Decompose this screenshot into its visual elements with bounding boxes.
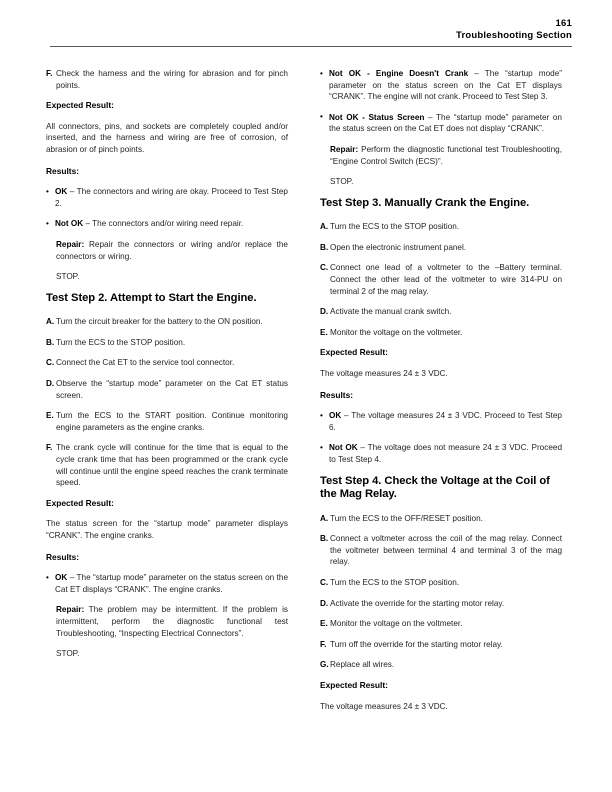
step3-expected-result-heading: Expected Result: xyxy=(320,347,388,358)
bullet-icon: • xyxy=(320,442,323,452)
step4-item-a-label: A. xyxy=(320,513,329,523)
step1-item-f-label: F. xyxy=(46,69,53,78)
step2-repair-label: Repair: xyxy=(56,605,85,615)
step2-result-ok-label: OK xyxy=(55,573,68,583)
header-divider-rule xyxy=(50,46,572,47)
expected-result-text: All connectors, pins, and sockets are completely coupled and/or inserted, and the harness and wiring are free of corrosion, of abrasion or of pinch points. xyxy=(46,121,288,154)
step3-expected-result-text: The voltage measures 24 ± 3 VDC. xyxy=(320,369,448,378)
step2-result-ok-text: – The “startup mode” parameter on the status screen on the Cat ET displays “CRANK”. The engine cranks. xyxy=(55,573,288,594)
step4-item-b-label: B. xyxy=(320,534,329,544)
page-number: 161 xyxy=(555,18,572,29)
step1-item-f-text: Check the harness and the wiring for abrasion and for pinch points. xyxy=(56,69,288,90)
notok-engine-crank-label: Not OK - Engine Doesn't Crank xyxy=(329,69,469,78)
step3-results-heading: Results: xyxy=(320,389,354,400)
step4-item-d-text: Activate the override for the starting motor relay. xyxy=(330,598,505,608)
step3-result-notok-bullet xyxy=(320,442,562,465)
step4-item-g xyxy=(320,659,562,671)
expected-result-heading: Expected Result: xyxy=(46,100,114,111)
step2-item-c xyxy=(46,357,288,369)
right-column xyxy=(320,68,562,722)
step3-item-c-label: C. xyxy=(320,263,329,273)
bullet-icon: • xyxy=(320,410,323,420)
step3-item-e-text: Monitor the voltage on the voltmeter. xyxy=(330,327,463,337)
step4-item-c-text: Turn the ECS to the STOP position. xyxy=(330,577,460,587)
result-ok-bullet xyxy=(46,186,288,209)
step2-item-a-label: A. xyxy=(46,317,55,327)
notok-repair-label: Repair: xyxy=(330,144,359,154)
step4-expected-result-text: The voltage measures 24 ± 3 VDC. xyxy=(320,701,448,711)
notok-status-screen-bullet xyxy=(320,112,562,135)
step2-item-f-label: F. xyxy=(46,443,53,453)
step2-item-e-label: E. xyxy=(46,411,54,421)
step2-item-b xyxy=(46,337,288,349)
step2-item-b-label: B. xyxy=(46,337,55,347)
step4-item-c-label: C. xyxy=(320,577,329,587)
step1-item-f xyxy=(46,68,288,91)
step4-item-f xyxy=(320,639,562,651)
notok-stop-text: STOP. xyxy=(330,177,354,187)
stop-text: STOP. xyxy=(56,272,80,282)
step3-item-b xyxy=(320,242,562,254)
step2-item-f-text: The crank cycle will continue for the time that is equal to the cycle crank time that has been programmed or the crank cycle will continue until the engine speed reaches the crank terminate speed. xyxy=(56,443,288,488)
test-step-2-title: Test Step 2. Attempt to Start the Engine. xyxy=(46,291,257,304)
step4-item-d xyxy=(320,598,562,610)
step2-item-a-text: Turn the circuit breaker for the battery to the ON position. xyxy=(56,317,263,327)
step2-item-d-label: D. xyxy=(46,379,55,388)
step2-item-c-label: C. xyxy=(46,358,55,368)
step2-expected-result-heading: Expected Result: xyxy=(46,497,114,508)
step3-result-ok-bullet xyxy=(320,410,562,433)
left-column xyxy=(46,68,288,669)
section-title: Troubleshooting Section xyxy=(456,30,572,41)
step3-result-notok-text: – The voltage does not measure 24 ± 3 VDC. Proceed to Test Step 4. xyxy=(329,443,562,464)
step3-item-e xyxy=(320,327,562,339)
step4-expected-result-heading: Expected Result: xyxy=(320,679,388,690)
step4-item-f-label: F. xyxy=(320,639,327,649)
notok-repair-paragraph xyxy=(320,144,562,167)
repair-label: Repair: xyxy=(56,239,85,249)
step3-result-ok-label: OK xyxy=(329,411,342,421)
step2-expected-result-text: The status screen for the “startup mode” parameter displays “CRANK”. The engine cranks. xyxy=(46,519,288,540)
step2-result-ok-bullet xyxy=(46,572,288,595)
step4-item-e xyxy=(320,618,562,630)
notok-engine-crank-bullet xyxy=(320,68,562,103)
results-heading: Results: xyxy=(46,165,80,176)
step3-item-a xyxy=(320,221,562,233)
result-ok-label: OK xyxy=(55,187,68,197)
step4-item-e-label: E. xyxy=(320,619,328,629)
step4-item-g-label: G. xyxy=(320,660,329,670)
step2-item-e xyxy=(46,410,288,433)
bullet-icon: • xyxy=(46,186,49,196)
step3-item-b-text: Open the electronic instrument panel. xyxy=(330,242,467,252)
step3-item-b-label: B. xyxy=(320,242,329,252)
step2-repair-paragraph xyxy=(46,604,288,639)
step3-item-c-text: Connect one lead of a voltmeter to the –Battery terminal. Connect the other lead of the voltmeter to wire 314-PU on terminal 2 of the mag relay. xyxy=(330,263,562,296)
result-ok-text: – The connectors and wiring are okay. Proceed to Test Step 2. xyxy=(55,187,288,208)
test-step-4-title: Test Step 4. Check the Voltage at the Coil of the Mag Relay. xyxy=(320,474,550,501)
notok-engine-crank-text: – The “startup mode” parameter on the status screen on the Cat ET displays “CRANK”. The engine will not crank. Proceed to Test Step 3. xyxy=(329,69,563,102)
step4-item-a-text: Turn the ECS to the OFF/RESET position. xyxy=(330,513,483,523)
bullet-icon: • xyxy=(46,218,49,228)
notok-repair-text: Perform the diagnostic functional test Troubleshooting, “Engine Control Switch (ECS)”. xyxy=(330,144,562,166)
step4-item-a xyxy=(320,513,562,525)
step2-results-heading: Results: xyxy=(46,551,80,562)
test-step-3-title: Test Step 3. Manually Crank the Engine. xyxy=(320,196,530,209)
bullet-icon: • xyxy=(46,572,49,582)
step2-item-e-text: Turn the ECS to the START position. Continue monitoring engine parameters as the engine cranks. xyxy=(56,411,288,432)
step2-item-b-text: Turn the ECS to the STOP position. xyxy=(56,337,186,347)
step3-item-a-label: A. xyxy=(320,222,329,232)
result-notok-text: – The connectors and/or wiring need repair. xyxy=(83,219,244,229)
page-header xyxy=(50,18,572,42)
step2-repair-text: The problem may be intermittent. If the problem is intermittent, perform the diagnostic functional test Troubleshooting, “Inspecting Electrical Connectors”. xyxy=(56,605,288,638)
step3-item-d-text: Activate the manual crank switch. xyxy=(330,307,452,317)
repair-paragraph xyxy=(46,239,288,262)
notok-status-screen-text: – The “startup mode” parameter on the status screen on the Cat ET does not display “CRANK”. xyxy=(329,112,562,134)
step3-item-d xyxy=(320,306,562,318)
result-notok-label: Not OK xyxy=(55,219,84,229)
step3-item-d-label: D. xyxy=(320,307,329,317)
bullet-icon: • xyxy=(320,68,323,78)
step3-item-c xyxy=(320,262,562,297)
step4-item-f-text: Turn off the override for the starting motor relay. xyxy=(330,639,503,649)
step2-item-f xyxy=(46,442,288,488)
step2-item-d xyxy=(46,378,288,401)
step3-item-a-text: Turn the ECS to the STOP position. xyxy=(330,222,460,232)
step4-item-c xyxy=(320,577,562,589)
step4-item-g-text: Replace all wires. xyxy=(330,660,395,670)
step4-item-e-text: Monitor the voltage on the voltmeter. xyxy=(330,619,463,629)
step3-result-notok-label: Not OK xyxy=(329,443,358,453)
step4-item-b xyxy=(320,533,562,568)
repair-text: Repair the connectors or wiring and/or replace the connectors or wiring. xyxy=(56,239,288,261)
step4-item-d-label: D. xyxy=(320,598,329,608)
step2-item-d-text: Observe the “startup mode” parameter on the Cat ET status screen. xyxy=(56,379,288,400)
step2-stop-text: STOP. xyxy=(56,649,80,659)
notok-status-screen-label: Not OK - Status Screen xyxy=(329,112,425,122)
result-notok-bullet xyxy=(46,218,288,230)
step3-result-ok-text: – The voltage measures 24 ± 3 VDC. Proceed to Test Step 6. xyxy=(329,411,562,432)
step2-item-c-text: Connect the Cat ET to the service tool connector. xyxy=(56,358,235,368)
step3-item-e-label: E. xyxy=(320,327,328,337)
step4-item-b-text: Connect a voltmeter across the coil of the mag relay. Connect the voltmeter between terminal 4 and terminal 3 of the mag relay. xyxy=(330,534,562,567)
step2-item-a xyxy=(46,316,288,328)
bullet-icon: • xyxy=(320,112,323,122)
